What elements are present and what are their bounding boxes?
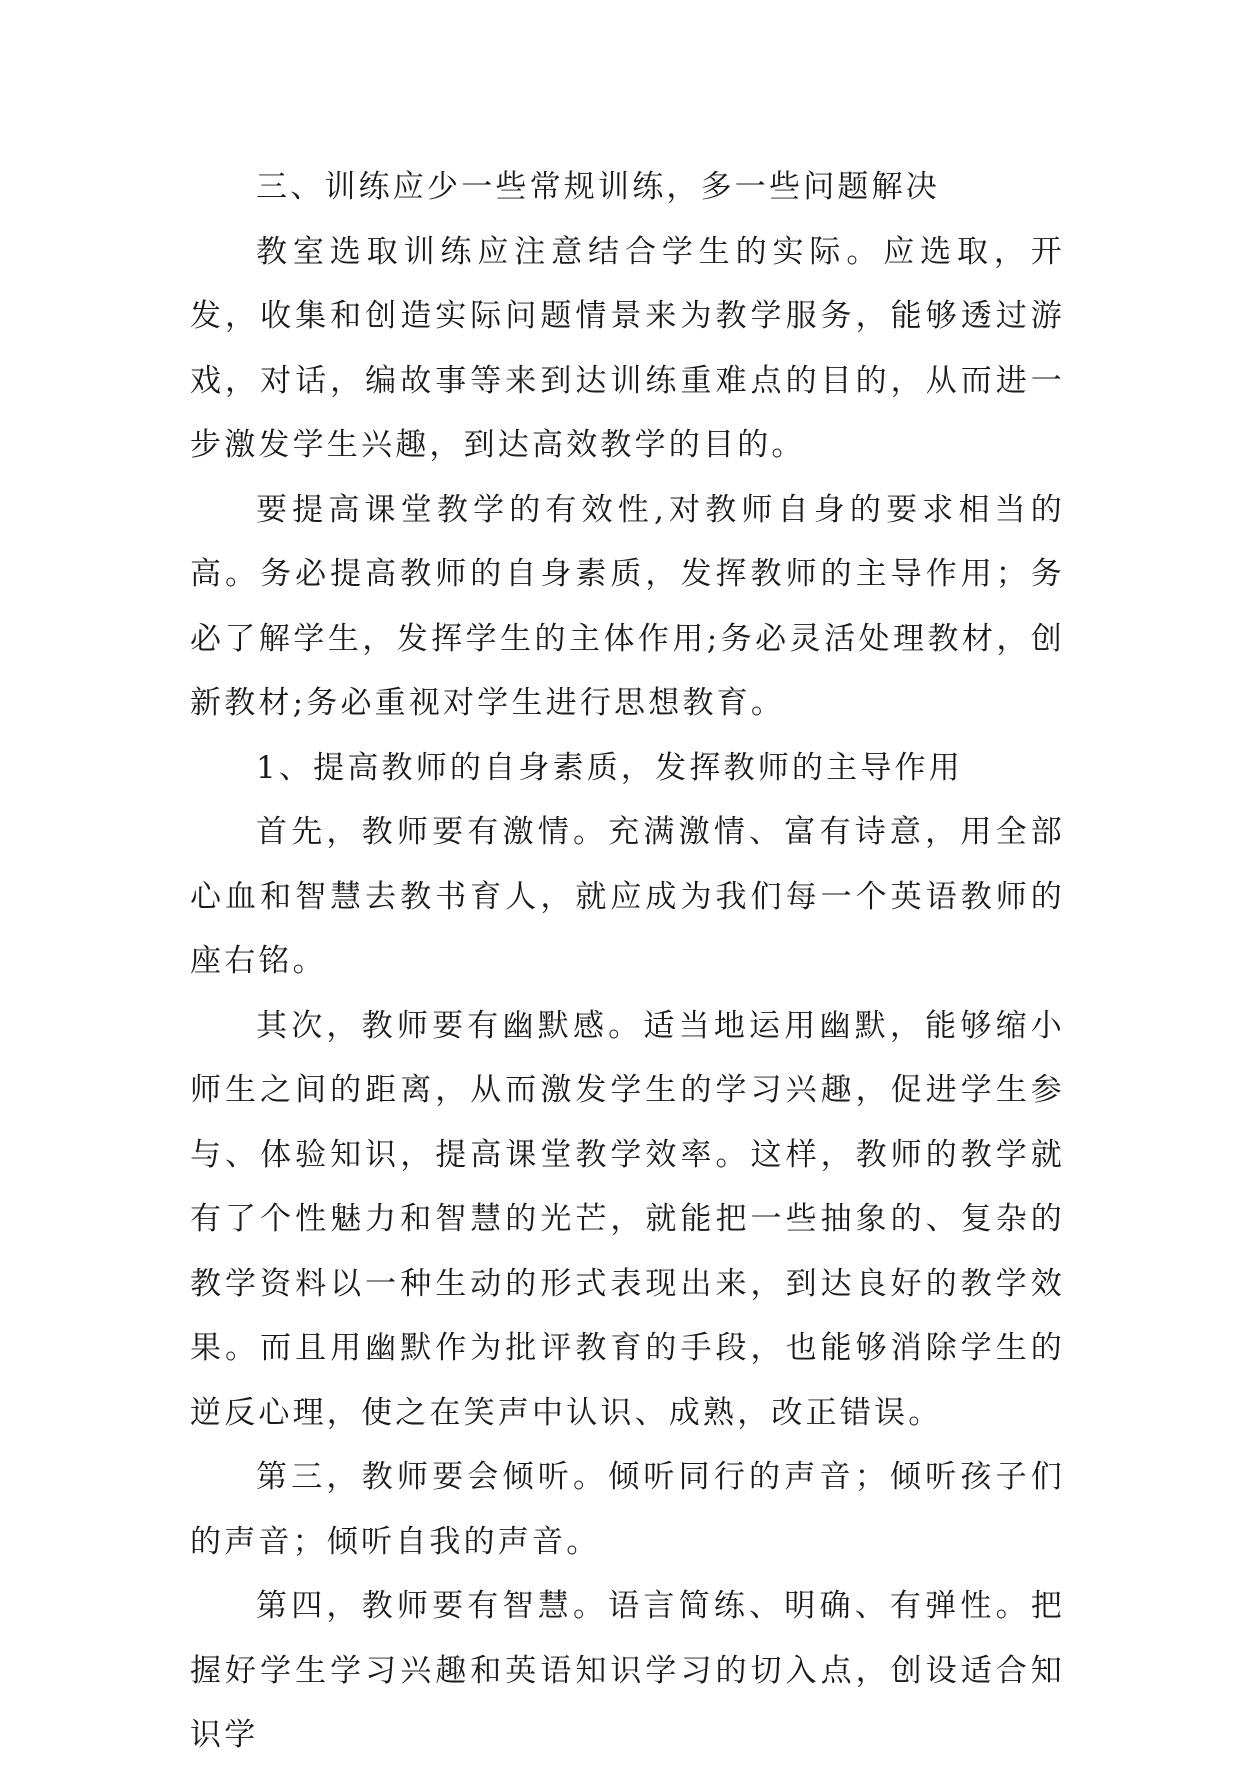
paragraph: 首先，教师要有激情。充满激情、富有诗意，用全部心血和智慧去教书育人，就应成为我们每一个英语教师的座右铭。 [190,814,1065,979]
paragraph: 其次，教师要有幽默感。适当地运用幽默，能够缩小师生之间的距离，从而激发学生的学习兴趣，促进学生参与、体验知识，提高课堂教学效率。这样，教师的教学就有了个性魅力和智慧的光芒，就能把一些抽象的、复杂的教学资料以一种生动的形式表现出来，到达良好的教学效果。而且用幽默作为批评教育的手段，也能够消除学生的逆反心理，使之在笑声中认识、成熟，改正错误。 [190,1007,1065,1431]
paragraph: 第三，教师要会倾听。倾听同行的声音；倾听孩子们的声音；倾听自我的声音。 [190,1459,1065,1560]
paragraph: 第四，教师要有智慧。语言简练、明确、有弹性。把握好学生学习兴趣和英语知识学习的切入点，创设适合知识学 [190,1588,1065,1753]
document-page [190,155,1065,1768]
section-heading: 三、训练应少一些常规训练，多一些问题解决 [256,169,940,205]
subsection-heading: 1、提高教师的自身素质，发挥教师的主导作用 [256,749,963,786]
paragraph: 要提高课堂教学的有效性,对教师自身的要求相当的高。务必提高教师的自身素质，发挥教师的主导作用；务必了解学生，发挥学生的主体作用;务必灵活处理教材，创新教材;务必重视对学生进行思想教育。 [190,491,1065,721]
paragraph: 教室选取训练应注意结合学生的实际。应选取，开发，收集和创造实际问题情景来为教学服务，能够透过游戏，对话，编故事等来到达训练重难点的目的，从而进一步激发学生兴趣，到达高效教学的目的。 [190,233,1065,463]
